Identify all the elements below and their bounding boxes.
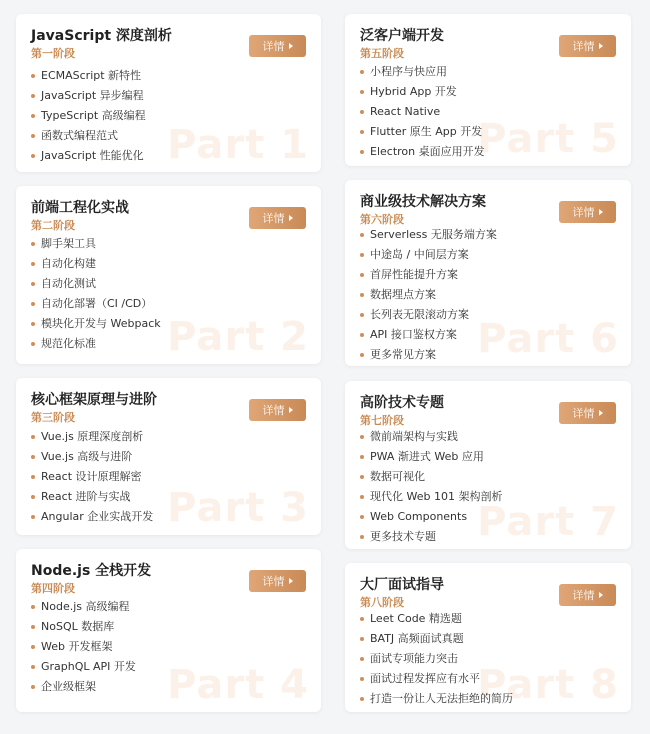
topic-list [31,66,146,166]
bullet-icon [31,645,35,649]
stage-card-6 [345,180,631,366]
topic-item [31,126,146,146]
card-title: JavaScript 深度剖析 [31,28,172,44]
topic-list [360,62,485,162]
topic-label: 数据可视化 [370,470,425,483]
details-button-label: 详情 [572,206,595,219]
bullet-icon [360,637,364,641]
bullet-icon [31,262,35,266]
topic-item [360,609,513,629]
details-button[interactable] [559,35,616,57]
topic-item [360,142,485,162]
details-button-label: 详情 [262,575,285,588]
caret-right-icon [599,209,603,215]
topic-label: 面试专项能力突击 [370,652,458,665]
bullet-icon [31,282,35,286]
part-watermark: Part 5 [477,116,619,162]
topic-item [360,265,497,285]
topic-label: 脚手架工具 [41,237,96,250]
bullet-icon [360,475,364,479]
caret-right-icon [289,43,293,49]
topic-label: 微前端架构与实践 [370,430,458,443]
part-watermark: Part 8 [477,662,619,708]
topic-label: React Native [370,105,441,118]
topic-label: 更多常见方案 [370,348,436,361]
topic-item [31,146,146,166]
topic-item [360,225,497,245]
topic-item [360,285,497,305]
topic-label: Flutter 原生 App 开发 [370,125,483,138]
details-button-label: 详情 [262,40,285,53]
topic-list [360,427,502,547]
details-button-label: 详情 [262,404,285,417]
topic-item [31,86,146,106]
part-watermark: Part 7 [477,499,619,545]
bullet-icon [360,233,364,237]
bullet-icon [360,70,364,74]
topic-item [360,102,485,122]
topic-label: JavaScript 异步编程 [41,89,144,102]
bullet-icon [31,495,35,499]
topic-label: ECMAScript 新特性 [41,69,142,82]
card-title: 商业级技术解决方案 [360,194,486,210]
bullet-icon [360,150,364,154]
topic-list [31,597,136,697]
bullet-icon [360,515,364,519]
bullet-icon [360,455,364,459]
bullet-icon [31,302,35,306]
topic-item [360,649,513,669]
details-button[interactable] [559,402,616,424]
topic-list [31,427,153,527]
topic-label: 现代化 Web 101 架构剖析 [370,490,503,503]
bullet-icon [31,114,35,118]
details-button[interactable] [559,584,616,606]
topic-label: Leet Code 精选题 [370,612,462,625]
stage-label: 第二阶段 [31,219,75,232]
bullet-icon [31,475,35,479]
topic-label: 自动化部署（CI /CD） [41,297,153,310]
bullet-icon [360,677,364,681]
topic-label: 企业级框架 [41,680,96,693]
topic-item [31,334,161,354]
topic-label: NoSQL 数据库 [41,620,115,633]
topic-item [31,677,136,697]
caret-right-icon [289,578,293,584]
stage-label: 第一阶段 [31,47,75,60]
topic-item [360,669,513,689]
topic-item [360,427,502,447]
topic-label: 长列表无限滚动方案 [370,308,469,321]
bullet-icon [360,313,364,317]
topic-label: Electron 桌面应用开发 [370,145,485,158]
bullet-icon [360,110,364,114]
stage-label: 第五阶段 [360,47,404,60]
topic-item [360,62,485,82]
topic-label: Web Components [370,510,468,523]
topic-label: 面试过程发挥应有水平 [370,672,480,685]
topic-label: 函数式编程范式 [41,129,118,142]
topic-label: 数据埋点方案 [370,288,436,301]
bullet-icon [31,342,35,346]
topic-label: React 进阶与实战 [41,490,131,503]
bullet-icon [31,134,35,138]
topic-item [360,447,502,467]
stage-card-3 [16,378,321,535]
details-button-label: 详情 [572,40,595,53]
topic-list [360,225,497,365]
topic-label: Vue.js 高级与进阶 [41,450,133,463]
topic-item [360,122,485,142]
topic-item [360,305,497,325]
bullet-icon [31,515,35,519]
bullet-icon [360,253,364,257]
details-button-label: 详情 [262,212,285,225]
stage-card-8 [345,563,631,712]
part-watermark: Part 3 [167,485,309,531]
part-watermark: Part 6 [477,316,619,362]
card-title: 大厂面试指导 [360,577,444,593]
topic-item [31,637,136,657]
topic-item [360,245,497,265]
topic-label: API 接口鉴权方案 [370,328,457,341]
bullet-icon [31,455,35,459]
topic-item [360,487,502,507]
caret-right-icon [599,43,603,49]
topic-label: 小程序与快应用 [370,65,447,78]
details-button[interactable] [249,570,306,592]
caret-right-icon [289,407,293,413]
details-button-label: 详情 [572,407,595,420]
topic-label: Hybrid App 开发 [370,85,457,98]
topic-label: GraphQL API 开发 [41,660,136,673]
topic-label: 打造一份让人无法拒绝的简历 [370,692,513,705]
bullet-icon [360,130,364,134]
part-watermark: Part 1 [167,122,309,168]
card-title: 前端工程化实战 [31,200,129,216]
details-button[interactable] [249,207,306,229]
topic-item [31,467,153,487]
topic-label: 模块化开发与 Webpack [41,317,161,330]
topic-item [31,507,153,527]
topic-item [31,66,146,86]
topic-label: PWA 渐进式 Web 应用 [370,450,484,463]
bullet-icon [31,685,35,689]
details-button[interactable] [249,35,306,57]
bullet-icon [360,293,364,297]
topic-label: React 设计原理解密 [41,470,142,483]
topic-label: 自动化构建 [41,257,96,270]
topic-label: 首屏性能提升方案 [370,268,458,281]
topic-item [31,617,136,637]
bullet-icon [360,353,364,357]
bullet-icon [31,154,35,158]
topic-label: Node.js 高级编程 [41,600,130,613]
bullet-icon [360,535,364,539]
bullet-icon [31,665,35,669]
stage-label: 第八阶段 [360,596,404,609]
topic-item [31,294,161,314]
topic-label: Serverless 无服务端方案 [370,228,497,241]
topic-item [360,325,497,345]
bullet-icon [31,322,35,326]
topic-item [360,689,513,709]
part-watermark: Part 2 [167,314,309,360]
bullet-icon [360,273,364,277]
topic-item [31,106,146,126]
topic-item [360,507,502,527]
caret-right-icon [599,592,603,598]
bullet-icon [360,333,364,337]
bullet-icon [360,90,364,94]
caret-right-icon [599,410,603,416]
details-button[interactable] [249,399,306,421]
bullet-icon [31,435,35,439]
bullet-icon [360,657,364,661]
topic-label: 更多技术专题 [370,530,436,543]
card-title: 泛客户端开发 [360,28,444,44]
bullet-icon [31,605,35,609]
topic-list [360,609,513,709]
bullet-icon [31,242,35,246]
stage-label: 第三阶段 [31,411,75,424]
bullet-icon [360,435,364,439]
topic-item [31,427,153,447]
topic-label: BATJ 高频面试真题 [370,632,464,645]
bullet-icon [360,697,364,701]
topic-label: TypeScript 高级编程 [41,109,146,122]
topic-list [31,234,161,354]
topic-item [31,597,136,617]
topic-item [31,254,161,274]
details-button-label: 详情 [572,589,595,602]
topic-item [31,234,161,254]
stage-card-1 [16,14,321,172]
topic-item [360,345,497,365]
stage-card-5 [345,14,631,166]
topic-item [31,657,136,677]
topic-label: 规范化标准 [41,337,96,350]
stage-card-4 [16,549,321,712]
topic-label: JavaScript 性能优化 [41,149,144,162]
topic-item [360,629,513,649]
topic-label: Web 开发框架 [41,640,113,653]
topic-label: 中途岛 / 中间层方案 [370,248,469,261]
part-watermark: Part 4 [167,662,309,708]
topic-label: 自动化测试 [41,277,96,290]
stage-label: 第六阶段 [360,213,404,226]
topic-item [360,467,502,487]
topic-item [31,487,153,507]
bullet-icon [360,495,364,499]
card-title: 核心框架原理与进阶 [31,392,157,408]
bullet-icon [360,617,364,621]
topic-item [31,447,153,467]
details-button[interactable] [559,201,616,223]
topic-label: Angular 企业实战开发 [41,510,154,523]
stage-card-7 [345,381,631,549]
caret-right-icon [289,215,293,221]
topic-item [360,82,485,102]
stage-card-2 [16,186,321,364]
card-title: Node.js 全栈开发 [31,563,152,579]
topic-item [31,314,161,334]
topic-label: Vue.js 原理深度剖析 [41,430,144,443]
card-title: 高阶技术专题 [360,395,444,411]
bullet-icon [31,74,35,78]
bullet-icon [31,94,35,98]
stage-label: 第七阶段 [360,414,404,427]
stage-label: 第四阶段 [31,582,75,595]
topic-item [31,274,161,294]
bullet-icon [31,625,35,629]
topic-item [360,527,502,547]
